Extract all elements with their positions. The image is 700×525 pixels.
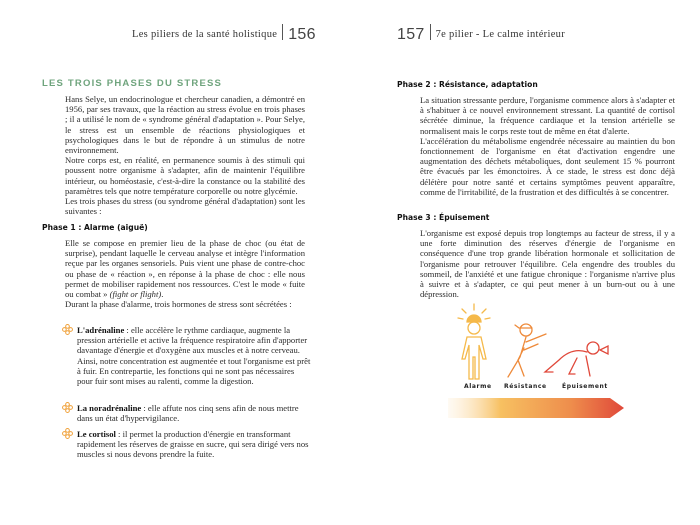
label-alarm: Alarme xyxy=(464,383,492,390)
phase1-body2: Durant la phase d'alarme, trois hormones de stress sont sécrétées : xyxy=(65,299,292,310)
bullet-text: : il permet la production d'énergie en transformant rapidement les réserves de graisse en sucre, qui sera dirigé vers nos muscles si nous devons prendre la fuite. xyxy=(77,429,309,460)
phase1-text xyxy=(65,238,305,309)
bullet-text: : elle accélère le rythme cardiaque, augmente la pression artérielle et active la fréquence respiratoire afin d'apporter davantage d'énergie et d'oxygène aux muscles et à notre cerveau. Ainsi, notre concentration est augmentée et tout l'organisme est prêt à fuir. En contrepartie, les fonctions qui ne sont pas nécessaires pour fuir sont mises au ralenti, comme la digestion. xyxy=(77,325,311,387)
right-running-header xyxy=(397,24,565,44)
phase1-italic: (fight or flight) xyxy=(109,289,162,300)
section-title: LES TROIS PHASES DU STRESS xyxy=(42,78,223,89)
bullet-text: : elle affute nos cinq sens afin de nous mettre dans un état d'hypervigilance. xyxy=(77,403,299,424)
phase2-text xyxy=(420,95,675,197)
right-header-title: 7e pilier - Le calme intérieur xyxy=(435,29,566,40)
intro-text xyxy=(65,94,305,216)
label-resistance: Résistance xyxy=(504,383,547,390)
bullet-cortisol xyxy=(62,429,312,460)
phase2-paragraph: L'accélération du métabolisme engendrée nécessaire au maintien du bon fonctionnement de l'organisme en état d'activation engendre une augmentation des déchets métaboliques, dont seulement 15 % pourront être évacués par les émonctoires. À ce stade, le stress est donc déjà délétère pour notre santé et certains symptômes peuvent apparaître, comme de l'irritabilité, de la frustration et des difficultés à se concentrer. xyxy=(420,135,675,197)
progression-arrow xyxy=(448,398,624,418)
phase1-end: . xyxy=(161,289,164,300)
phase2-heading: Phase 2 : Résistance, adaptation xyxy=(397,80,538,89)
left-running-header xyxy=(132,24,316,44)
bullet-noradrenaline xyxy=(62,403,312,423)
left-header-title: Les piliers de la santé holistique xyxy=(132,29,278,40)
bullet-term: La noradrénaline xyxy=(77,403,142,413)
left-page-number: 156 xyxy=(288,26,316,43)
label-exhaustion: Épuisement xyxy=(562,383,608,390)
bullet-term: L'adrénaline xyxy=(77,325,125,335)
phase3-text: L'organisme est exposé depuis trop longtemps au facteur de stress, il y a une forte diminution des réserves d'énergie de l'organisme en conséquence d'une trop grande libération hormonale et sollicitation de l'organisme pour retrouver l'équilibre. Cela engendre des troubles du sommeil, de l'anxiété et une fatigue chronique : l'organisme n'arrive plus à suivre et à s'adapter, ce qui peut mener à un burn-out ou à une dépression. xyxy=(420,228,675,300)
flower-bullet-icon xyxy=(62,428,73,439)
header-divider xyxy=(430,24,431,40)
intro-paragraph: Notre corps est, en réalité, en permanence soumis à des stimuli qui poussent notre organisme à s'adapter, afin de maintenir l'équilibre intérieur, ou homéostasie, c'est-à-dire la constance ou la stabilité des paramètres tels que notre température corporelle ou notre glycémie. xyxy=(65,155,305,196)
bullet-term: Le cortisol xyxy=(77,429,116,439)
phase3-heading: Phase 3 : Épuisement xyxy=(397,213,490,222)
flower-bullet-icon xyxy=(62,402,73,413)
phase1-body: Elle se compose en premier lieu de la phase de choc (ou état de surprise), pendant laquelle le cerveau analyse et intègre l'information reçue par les organes sensoriels. Puis vient une phase de contre-choc ou phase de « réaction », en réponse à la phase de choc : elle nous permet de mobiliser rapidement nos ressources. C'est le mode « fuite ou combat » xyxy=(65,238,305,300)
alarm-figure-icon xyxy=(458,304,490,379)
phase2-paragraph: La situation stressante perdure, l'organisme commence alors à s'adapter et à s'habituer à ce nouvel environnement stressant. La quantité de cortisol sécrétée diminue, la fréquence cardiaque et la tension artérielle se normalisent mais le corps reste tout de même en état d'alerte. xyxy=(420,95,675,136)
exhaustion-figure-icon xyxy=(545,342,608,376)
header-divider xyxy=(282,24,283,40)
intro-paragraph: Les trois phases du stress (ou syndrome général d'adaptation) sont les suivantes : xyxy=(65,196,305,217)
stress-phases-illustration xyxy=(440,300,630,425)
flower-bullet-icon xyxy=(62,324,73,335)
bullet-adrenaline xyxy=(62,325,312,386)
phase1-heading: Phase 1 : Alarme (aiguë) xyxy=(42,223,148,232)
intro-paragraph: Hans Selye, un endocrinologue et chercheur canadien, a démontré en 1956, par ses travaux, que la réaction au stress évolue en trois phases ; il a utilisé le nom de « syndrome général d'adaptation ». Pour Selye, le stress est un ensemble de réactions physiologiques et psychologiques dans le but de répondre à un stimulus de notre environnement. xyxy=(65,94,305,156)
resistance-figure-icon xyxy=(508,324,546,377)
right-page-number: 157 xyxy=(397,26,425,43)
